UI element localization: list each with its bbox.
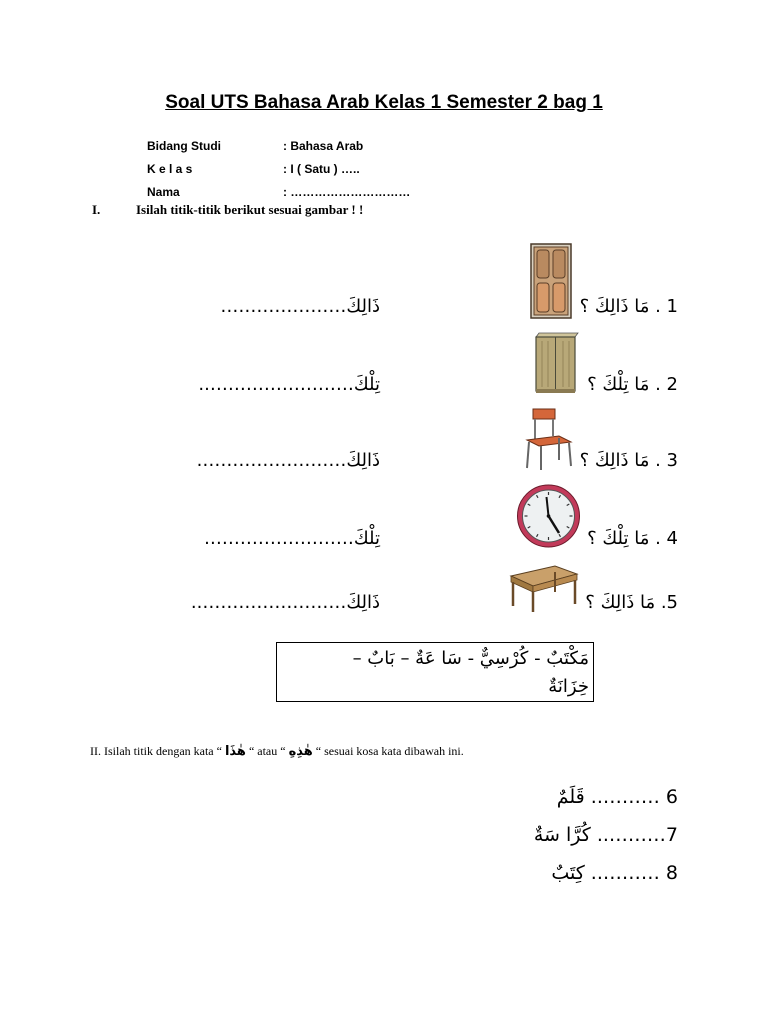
answer-line-2: تِلْكَ…………………….. [198,374,380,395]
door-picture [530,243,572,319]
table-picture [505,562,581,614]
answer-line-3: ذَالِكَ……………………. [196,450,380,471]
question-8: 8 ……….. كِتَبٌ [551,862,678,884]
section2-instruction [90,744,464,759]
vocabulary-box [276,642,594,702]
info-value-name: : ………………………… [283,185,411,199]
vocabulary-line-2: خِزَانَةٌ [548,676,589,697]
section1-number: I. [92,202,101,217]
question-6: 6 ……….. قَلَمٌ [556,786,678,808]
section2-text-a: II. Isilah titik dengan kata “ [90,744,222,758]
section2-word-hadhihi: هٰذِهِ [288,744,313,759]
info-value-class: : I ( Satu ) ….. [283,162,360,176]
question-2: 2 . مَا تِلْكَ ؟ [587,374,678,395]
info-value-subject: : Bahasa Arab [283,139,364,153]
info-label-class: K e l a s [147,162,193,176]
question-4: 4 . مَا تِلْكَ ؟ [587,528,678,549]
section1-instruction: Isilah titik-titik berikut sesuai gambar ! ! [136,202,364,217]
info-label-name: Nama [147,185,180,199]
chair-picture [519,406,577,472]
question-7: 7……….. كُرَّا سَةٌ [533,824,678,846]
info-label-subject: Bidang Studi [147,139,221,153]
cupboard-picture [532,331,579,395]
question-1: 1 . مَا ذَالِكَ ؟ [579,296,678,317]
section2-word-hadha: هٰذَا [224,744,246,759]
answer-line-5: ذَالِكَ…………………….. [190,592,380,613]
clock-picture [516,483,581,549]
section2-text-c: “ sesuai kosa kata dibawah ini. [315,744,464,758]
answer-line-1: ذَالِكَ………………… [220,296,380,317]
page-title: Soal UTS Bahasa Arab Kelas 1 Semester 2 bag 1 [165,92,603,113]
answer-line-4: تِلْكَ……………………. [204,528,380,549]
question-5: 5. مَا ذَالِكَ ؟ [585,592,678,613]
section2-text-b: “ atau “ [248,744,286,758]
question-3: 3 . مَا ذَالِكَ ؟ [579,450,678,471]
vocabulary-line-1: مَكْتَبٌ - كُرْسِيٌّ - سَا عَةٌ – بَابٌ – [352,648,589,669]
